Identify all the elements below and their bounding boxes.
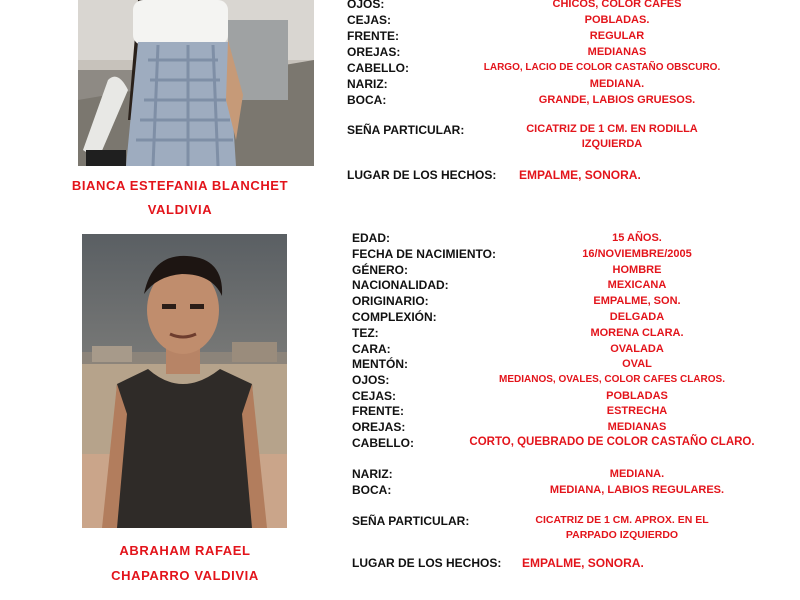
detail-label: GÉNERO: — [352, 263, 409, 277]
lugar-row — [352, 555, 772, 571]
detail-label: OJOS: — [347, 0, 385, 11]
detail-value: OVALADA — [610, 343, 664, 355]
person1-name-line1: BIANCA ESTEFANIA BLANCHET — [71, 178, 289, 193]
detail-value: MEDIANAS — [587, 46, 647, 58]
detail-label: CEJAS: — [347, 13, 392, 27]
detail-label: COMPLEXIÓN: — [352, 310, 437, 324]
detail-value: POBLADAS — [606, 390, 668, 402]
detail-row — [352, 419, 772, 435]
detail-value: MEDIANAS — [607, 421, 667, 433]
detail-value: DELGADA — [609, 311, 665, 323]
person2-name — [60, 538, 310, 588]
detail-row — [352, 341, 772, 357]
lugar-row — [347, 167, 767, 183]
detail-value: CORTO, QUEBRADO DE COLOR CASTAÑO CLARO. — [469, 436, 755, 448]
sena-row — [352, 513, 782, 545]
detail-value: REGULAR — [589, 30, 645, 42]
detail-value: 16/NOVIEMBRE/2005 — [582, 248, 692, 260]
detail-row — [347, 44, 767, 60]
sena-value-line2: IZQUIERDA — [581, 138, 643, 150]
detail-row — [347, 12, 767, 28]
detail-label: CEJAS: — [352, 389, 397, 403]
person1-name-line2: VALDIVIA — [147, 202, 213, 217]
detail-label: OREJAS: — [352, 420, 406, 434]
detail-row — [352, 293, 772, 309]
detail-row — [347, 28, 767, 44]
detail-row — [352, 466, 772, 482]
detail-value: 15 AÑOS. — [612, 232, 662, 244]
detail-row — [352, 435, 772, 467]
detail-value: OVAL — [622, 358, 652, 370]
detail-value: LARGO, LACIO DE COLOR CASTAÑO OBSCURO. — [483, 62, 721, 73]
photo-bianca — [78, 0, 314, 166]
lugar-label: LUGAR DE LOS HECHOS: — [352, 556, 502, 570]
detail-row — [352, 230, 772, 246]
detail-row — [352, 325, 772, 341]
detail-row — [352, 482, 772, 498]
sena-value — [512, 513, 732, 543]
detail-value: MORENA CLARA. — [590, 327, 684, 339]
sena-row — [347, 122, 777, 154]
person2-name-line1: ABRAHAM RAFAEL — [119, 543, 251, 558]
sena-value-line1: CICATRIZ DE 1 CM. APROX. EN EL — [535, 514, 709, 526]
detail-label: NARIZ: — [352, 467, 393, 481]
detail-value: HOMBRE — [612, 264, 662, 276]
detail-row — [352, 277, 772, 293]
detail-value: GRANDE, LABIOS GRUESOS. — [538, 94, 696, 106]
detail-value: MEDIANOS, OVALES, COLOR CAFES CLAROS. — [499, 374, 725, 385]
detail-row — [352, 246, 772, 262]
detail-value: MEXICANA — [607, 279, 667, 291]
sena-value-line1: CICATRIZ DE 1 CM. EN RODILLA — [526, 123, 698, 135]
detail-row — [352, 356, 772, 372]
detail-label: TEZ: — [352, 326, 379, 340]
detail-label: BOCA: — [352, 483, 392, 497]
detail-row — [352, 262, 772, 278]
detail-row — [347, 76, 767, 92]
person2-name-line2: CHAPARRO VALDIVIA — [111, 568, 259, 583]
detail-label: FECHA DE NACIMIENTO: — [352, 247, 496, 261]
lugar-value: EMPALME, SONORA. — [522, 556, 644, 570]
detail-row — [347, 60, 767, 76]
sena-value-line2: PARPADO IZQUIERDO — [565, 529, 679, 541]
lugar-label: LUGAR DE LOS HECHOS: — [347, 168, 497, 182]
detail-label: OREJAS: — [347, 45, 401, 59]
detail-value: MEDIANA. — [589, 78, 645, 90]
photo-abraham — [82, 234, 287, 528]
detail-label: CABELLO: — [347, 61, 409, 75]
sena-value — [497, 122, 727, 152]
detail-value: ESTRECHA — [606, 405, 668, 417]
detail-label: FRENTE: — [352, 404, 404, 418]
detail-row — [347, 0, 767, 12]
detail-label: ORIGINARIO: — [352, 294, 429, 308]
detail-label: CARA: — [352, 342, 391, 356]
detail-label: FRENTE: — [347, 29, 399, 43]
detail-value: MEDIANA. — [609, 468, 665, 480]
detail-row — [352, 388, 772, 404]
sena-label: SEÑA PARTICULAR: — [352, 514, 470, 528]
person1-name — [30, 174, 330, 222]
lugar-value: EMPALME, SONORA. — [519, 168, 641, 182]
detail-label: BOCA: — [347, 93, 387, 107]
detail-value: CHICOS, COLOR CAFES — [552, 0, 682, 10]
detail-label: NACIONALIDAD: — [352, 278, 449, 292]
detail-value: EMPALME, SON. — [593, 295, 681, 307]
detail-label: MENTÓN: — [352, 357, 408, 371]
detail-value: POBLADAS. — [584, 14, 650, 26]
detail-row — [352, 403, 772, 419]
detail-label: NARIZ: — [347, 77, 388, 91]
detail-label: EDAD: — [352, 231, 390, 245]
detail-label: CABELLO: — [352, 436, 414, 450]
sena-label: SEÑA PARTICULAR: — [347, 123, 465, 137]
detail-row — [347, 92, 767, 108]
detail-row — [352, 372, 772, 388]
detail-value: MEDIANA, LABIOS REGULARES. — [549, 484, 725, 496]
detail-label: OJOS: — [352, 373, 390, 387]
detail-row — [352, 309, 772, 325]
